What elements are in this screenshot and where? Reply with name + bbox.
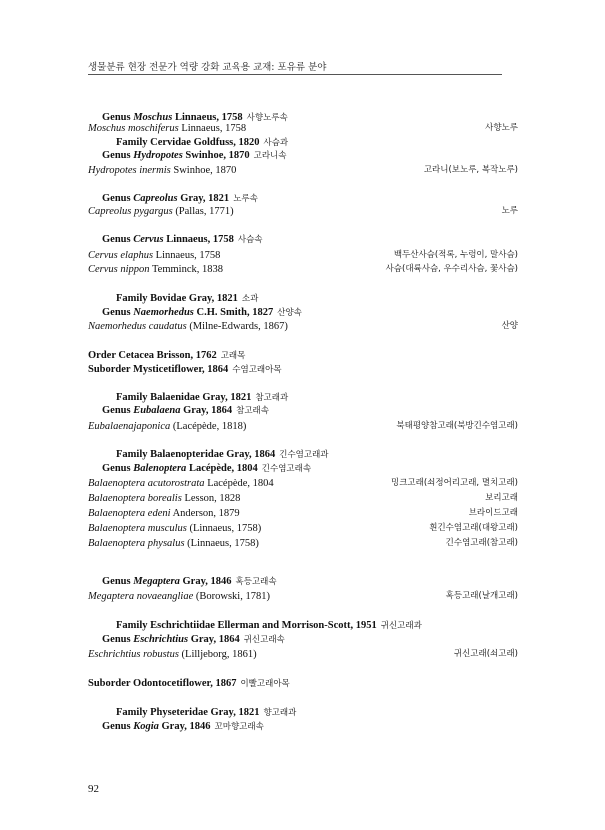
taxon-rank-text: Genus	[102, 234, 134, 245]
species-korean-name: 흰긴수염고래(대왕고래)	[429, 523, 518, 533]
species-name: Megaptera novaeangliae	[88, 591, 194, 602]
header-divider	[88, 74, 502, 75]
taxon-heading	[102, 232, 532, 247]
korean-name: 수염고래아목	[232, 365, 282, 375]
taxon-rank-text: Family Balaenidae Gray, 1821	[116, 392, 252, 403]
species-name: Hydropotes inermis	[88, 165, 171, 176]
species-authority: (Linnaeus, 1758)	[186, 523, 262, 534]
species-authority: Lesson, 1828	[181, 493, 241, 504]
running-header: 생물분류 현장 전문가 역량 강화 교육용 교재: 포유류 분야	[88, 62, 327, 73]
taxon-authority: Lacépède, 1804	[186, 463, 258, 474]
taxon-name: Balenoptera	[133, 463, 187, 474]
species-authority: (Milne-Edwards, 1867)	[186, 321, 288, 332]
korean-name: 향고래과	[263, 708, 297, 718]
species-row	[88, 248, 518, 263]
korean-name: 사슴속	[237, 235, 263, 245]
species-korean-name: 보리고래	[485, 493, 518, 503]
korean-name: 고라니속	[253, 151, 287, 161]
korean-name: 고래목	[220, 351, 246, 361]
korean-name: 참고래과	[255, 393, 289, 403]
taxon-rank-text: Family Physeteridae Gray, 1821	[116, 707, 260, 718]
korean-name: 혹등고래속	[235, 577, 277, 587]
species-authority: (Pallas, 1771)	[172, 206, 234, 217]
taxon-name: Hydropotes	[133, 150, 183, 161]
taxon-name: Kogia	[133, 721, 159, 732]
species-row	[88, 419, 518, 434]
taxon-rank-text: Family Bovidae Gray, 1821	[116, 293, 238, 304]
taxon-heading	[116, 705, 546, 720]
species-korean-name: 밍크고래(쇠정어리고래, 멸치고래)	[391, 478, 518, 488]
taxon-heading	[102, 632, 532, 647]
taxon-name: Eschrichtius	[133, 634, 189, 645]
korean-name: 귀신고래과	[380, 621, 422, 631]
korean-name: 소과	[241, 294, 259, 304]
taxon-rank-text: Family Balaenopteridae Gray, 1864	[116, 449, 276, 460]
species-authority: (Lilljeborg, 1861)	[178, 649, 257, 660]
species-korean-name: 북태평양참고래(북방긴수염고래)	[396, 421, 518, 431]
taxon-name: Moschus	[133, 112, 173, 123]
species-name: Eubalaenajaponica	[88, 421, 171, 432]
species-name: Balaenoptera musculus	[88, 523, 187, 534]
taxon-name: Naemorhedus	[133, 307, 194, 318]
species-row	[88, 536, 518, 551]
species-authority: (Borowski, 1781)	[193, 591, 270, 602]
korean-name: 사향노루속	[246, 113, 288, 123]
taxon-rank-text: Suborder Mysticetiflower, 1864	[88, 364, 229, 375]
species-korean-name: 사향노루	[485, 123, 518, 133]
species-row	[88, 262, 518, 277]
taxon-authority: Swinhoe, 1870	[182, 150, 250, 161]
species-row	[88, 521, 518, 536]
taxon-rank-text: Genus	[102, 150, 134, 161]
species-korean-name: 산양	[501, 321, 518, 331]
species-authority: Linnaeus, 1758	[153, 250, 221, 261]
taxon-heading	[102, 461, 532, 476]
species-row	[88, 163, 518, 178]
species-name: Cervus nippon	[88, 264, 150, 275]
species-name: Naemorhedus caudatus	[88, 321, 187, 332]
taxon-authority: Gray, 1864	[180, 405, 233, 416]
taxon-authority: Gray, 1864	[188, 634, 240, 645]
taxon-heading	[102, 148, 532, 163]
taxon-heading	[116, 618, 546, 633]
taxon-heading	[102, 403, 532, 418]
taxon-rank-text: Genus	[102, 112, 134, 123]
species-name: Balaenoptera acutorostrata	[88, 478, 205, 489]
species-korean-name: 귀신고래(쇠고래)	[453, 649, 518, 659]
taxon-rank-text: Genus	[102, 307, 134, 318]
species-korean-name: 브라이드고래	[468, 508, 518, 518]
taxon-rank-text: Genus	[102, 405, 134, 416]
taxon-name: Eubalaena	[133, 405, 181, 416]
species-row	[88, 319, 518, 334]
taxon-rank-text: Suborder Odontocetiflower, 1867	[88, 678, 237, 689]
korean-name: 귀신고래속	[243, 635, 285, 645]
species-korean-name: 긴수염고래(참고래)	[445, 538, 518, 548]
taxon-name: Megaptera	[133, 576, 180, 587]
species-row	[88, 491, 518, 506]
taxon-authority: Gray, 1846	[158, 721, 211, 732]
taxon-authority: Linnaeus, 1758	[163, 234, 234, 245]
taxon-heading	[102, 719, 532, 734]
species-name: Balaenoptera edeni	[88, 508, 171, 519]
species-name: Cervus elaphus	[88, 250, 154, 261]
taxon-heading	[102, 574, 532, 589]
species-authority: (Lacépède, 1818)	[170, 421, 247, 432]
taxon-authority: Gray, 1821	[177, 193, 230, 204]
species-korean-name: 노루	[501, 206, 518, 216]
taxon-rank-text: Genus	[102, 463, 134, 474]
korean-name: 사슴과	[263, 138, 289, 148]
species-authority: Anderson, 1879	[170, 508, 240, 519]
species-authority: (Linnaeus, 1758)	[184, 538, 259, 549]
korean-name: 긴수염고래과	[279, 450, 329, 460]
species-korean-name: 혹등고래(날개고래)	[445, 591, 518, 601]
taxon-heading	[102, 305, 532, 320]
taxon-rank-text: Family Eschrichtiidae Ellerman and Morrison-Scott, 1951	[116, 620, 377, 631]
taxon-name: Capreolus	[133, 193, 178, 204]
taxon-authority: Linnaeus, 1758	[172, 112, 243, 123]
taxon-authority: C.H. Smith, 1827	[193, 307, 274, 318]
species-row	[88, 589, 518, 604]
korean-name: 긴수염고래속	[261, 464, 312, 474]
taxon-rank-text: Genus	[102, 634, 134, 645]
taxon-heading	[88, 676, 518, 691]
species-name: Balaenoptera borealis	[88, 493, 182, 504]
species-name: Balaenoptera physalus	[88, 538, 185, 549]
taxon-rank-text: Genus	[102, 576, 134, 587]
species-name: Eschrichtius robustus	[88, 649, 179, 660]
species-row	[88, 647, 518, 662]
taxon-heading	[116, 447, 546, 462]
species-name: Moschus moschiferus	[88, 123, 179, 134]
species-korean-name: 고라니(보노루, 복작노루)	[423, 165, 518, 175]
korean-name: 꼬마향고래속	[214, 722, 264, 732]
korean-name: 이빨고래아목	[240, 679, 290, 689]
species-authority: Linnaeus, 1758	[178, 123, 247, 134]
species-korean-name: 사슴(대륙사슴, 우수리사슴, 꽃사슴)	[385, 264, 518, 274]
taxon-rank-text: Family Cervidae Goldfuss, 1820	[116, 137, 260, 148]
species-authority: Temminck, 1838	[149, 264, 223, 275]
taxon-name: Cervus	[133, 234, 164, 245]
species-row	[88, 476, 518, 491]
taxon-rank-text: Order Cetacea Brisson, 1762	[88, 350, 217, 361]
korean-name: 산양속	[277, 308, 302, 318]
page-number: 92	[88, 783, 99, 795]
taxon-rank-text: Genus	[102, 193, 134, 204]
taxon-heading	[88, 362, 518, 377]
taxon-heading	[88, 348, 518, 363]
species-row	[88, 121, 518, 136]
taxon-heading	[116, 291, 546, 306]
species-row	[88, 204, 518, 219]
species-authority: Lacépède, 1804	[204, 478, 274, 489]
taxon-authority: Gray, 1846	[179, 576, 232, 587]
species-korean-name: 백두산사슴(적록, 누렁이, 말사슴)	[393, 250, 518, 260]
korean-name: 참고래속	[236, 406, 269, 416]
taxon-rank-text: Genus	[102, 721, 134, 732]
korean-name: 노루속	[233, 194, 258, 204]
species-row	[88, 506, 518, 521]
species-name: Capreolus pygargus	[88, 206, 173, 217]
species-authority: Swinhoe, 1870	[170, 165, 237, 176]
